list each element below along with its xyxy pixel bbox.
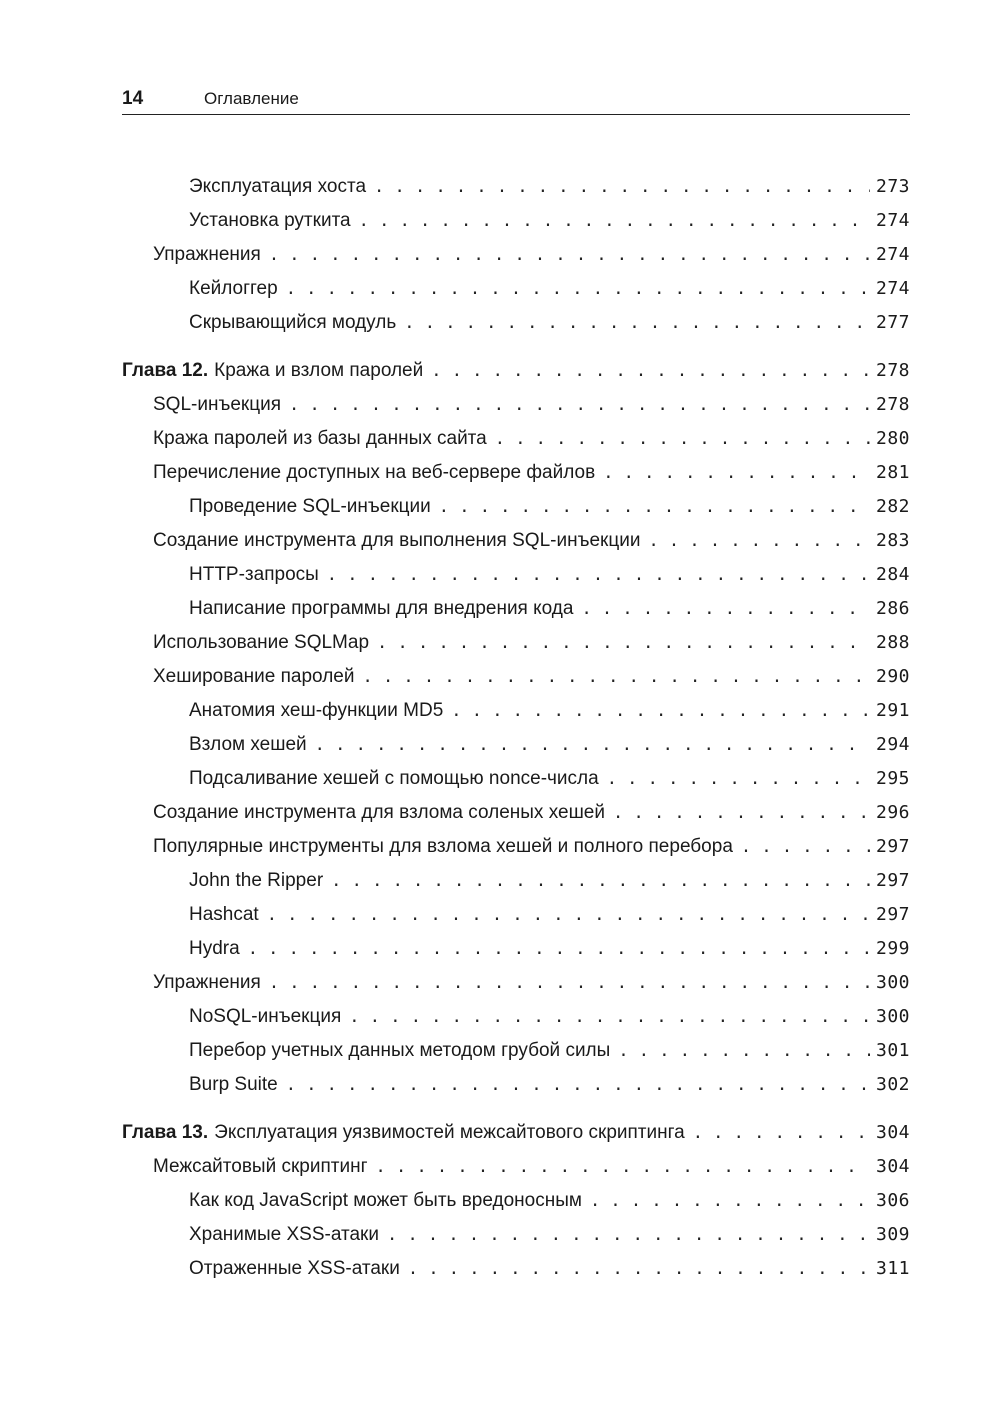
entry-page-ref: 281 [875, 462, 910, 483]
toc-entry [122, 932, 910, 966]
running-title: Оглавление [204, 89, 299, 108]
toc-entry [122, 1000, 910, 1034]
dot-leader [248, 932, 870, 966]
toc-entry [122, 830, 910, 864]
toc-entry [122, 1218, 910, 1252]
page-number: 14 [122, 88, 144, 109]
entry-title: Как код JavaScript может быть вредоносным [189, 1190, 582, 1211]
dot-leader [408, 1252, 870, 1286]
entry-page-ref: 309 [875, 1224, 910, 1245]
toc-entry [122, 306, 910, 340]
entry-title: Популярные инструменты для взлома хешей и полного перебора [153, 836, 733, 857]
entry-page-ref: 300 [875, 1006, 910, 1027]
entry-title: Скрывающийся модуль [189, 312, 397, 333]
entry-page-ref: 284 [875, 564, 910, 585]
entry-page-ref: 301 [875, 1040, 910, 1061]
toc-entry [122, 592, 910, 626]
entry-title: Хранимые XSS-атаки [189, 1224, 379, 1245]
dot-leader [439, 490, 870, 524]
toc-entry [122, 966, 910, 1000]
entry-title: Hashcat [189, 904, 259, 925]
dot-leader [267, 898, 870, 932]
toc-entry [122, 170, 910, 204]
dot-leader [387, 1218, 870, 1252]
entry-page-ref: 306 [875, 1190, 910, 1211]
entry-title: Анатомия хеш-функции MD5 [189, 700, 444, 721]
toc-entry [122, 524, 910, 558]
entry-title: Перебор учетных данных методом грубой силы [189, 1040, 611, 1061]
toc-entry [122, 388, 910, 422]
entry-page-ref: 273 [875, 176, 910, 197]
toc-entry [122, 762, 910, 796]
chapter-label: Глава 12. [122, 360, 209, 381]
entry-title: Перечисление доступных на веб-сервере файлов [153, 462, 596, 483]
dot-leader [362, 660, 870, 694]
entry-title: Кейлоггер [189, 278, 278, 299]
dot-leader [613, 796, 870, 830]
entry-page-ref: 294 [875, 734, 910, 755]
dot-leader [693, 1116, 870, 1150]
entry-title: John the Ripper [189, 870, 324, 891]
dot-leader [607, 762, 870, 796]
toc-entry [122, 204, 910, 238]
dot-leader [286, 1068, 870, 1102]
entry-page-ref: 311 [875, 1258, 910, 1279]
toc-entry [122, 796, 910, 830]
entry-page-ref: 286 [875, 598, 910, 619]
dot-leader [289, 388, 870, 422]
dot-leader [269, 966, 870, 1000]
dot-leader [431, 354, 870, 388]
entry-title: Написание программы для внедрения кода [189, 598, 574, 619]
entry-title: Кража паролей из базы данных сайта [153, 428, 487, 449]
entry-title: Hydra [189, 938, 240, 959]
entry-page-ref: 290 [875, 666, 910, 687]
entry-page-ref: 277 [875, 312, 910, 333]
toc-chapter-12 [122, 354, 910, 1102]
toc-entry [122, 1184, 910, 1218]
toc-entry [122, 272, 910, 306]
chapter-page-ref: 278 [875, 360, 910, 381]
dot-leader [741, 830, 870, 864]
entry-page-ref: 302 [875, 1074, 910, 1095]
entry-title: Создание инструмента для взлома соленых хешей [153, 802, 605, 823]
toc-entry [122, 422, 910, 456]
entry-page-ref: 274 [875, 210, 910, 231]
entry-title: Упражнения [153, 972, 261, 993]
entry-page-ref: 288 [875, 632, 910, 653]
entry-title: Взлом хешей [189, 734, 307, 755]
toc-entry [122, 694, 910, 728]
entry-page-ref: 300 [875, 972, 910, 993]
toc-entry [122, 626, 910, 660]
entry-page-ref: 274 [875, 278, 910, 299]
dot-leader [377, 626, 870, 660]
dot-leader [603, 456, 870, 490]
entry-page-ref: 283 [875, 530, 910, 551]
toc-entry [122, 1068, 910, 1102]
entry-title: Упражнения [153, 244, 261, 265]
toc-entry [122, 1150, 910, 1184]
dot-leader [451, 694, 870, 728]
toc-entry [122, 456, 910, 490]
entry-title: Установка руткита [189, 210, 351, 231]
toc-entry [122, 1034, 910, 1068]
entry-page-ref: 297 [875, 836, 910, 857]
entry-page-ref: 297 [875, 870, 910, 891]
toc-chapter-heading [122, 354, 910, 388]
chapter-page-ref: 304 [875, 1122, 910, 1143]
entry-page-ref: 282 [875, 496, 910, 517]
entry-page-ref: 296 [875, 802, 910, 823]
dot-leader [327, 558, 870, 592]
entry-page-ref: 274 [875, 244, 910, 265]
entry-title: Межсайтовый скриптинг [153, 1156, 368, 1177]
dot-leader [359, 204, 870, 238]
dot-leader [618, 1034, 870, 1068]
toc-chapter-13 [122, 1116, 910, 1286]
dot-leader [495, 422, 870, 456]
entry-title: Burp Suite [189, 1074, 278, 1095]
entry-title: Создание инструмента для выполнения SQL-инъекции [153, 530, 641, 551]
table-of-contents [122, 170, 910, 1286]
dot-leader [404, 306, 870, 340]
dot-leader [376, 1150, 870, 1184]
entry-page-ref: 278 [875, 394, 910, 415]
entry-title: HTTP-запросы [189, 564, 319, 585]
entry-title: Хеширование паролей [153, 666, 355, 687]
entry-title: Проведение SQL-инъекции [189, 496, 431, 517]
entry-page-ref: 295 [875, 768, 910, 789]
dot-leader [269, 238, 870, 272]
entry-title: Эксплуатация хоста [189, 176, 367, 197]
toc-entry [122, 864, 910, 898]
toc-chapter-heading [122, 1116, 910, 1150]
entry-title: NoSQL-инъекция [189, 1006, 342, 1027]
dot-leader [286, 272, 870, 306]
entry-title: Использование SQLMap [153, 632, 370, 653]
chapter-title: Кража и взлом паролей [214, 360, 424, 381]
toc-entry [122, 660, 910, 694]
entry-page-ref: 297 [875, 904, 910, 925]
dot-leader [581, 592, 870, 626]
chapter-label: Глава 13. [122, 1122, 209, 1143]
toc-continued-section [122, 170, 910, 340]
dot-leader [590, 1184, 870, 1218]
entry-title: Подсаливание хешей с помощью nonce-числа [189, 768, 599, 789]
toc-entry [122, 558, 910, 592]
toc-entry [122, 898, 910, 932]
toc-entry [122, 728, 910, 762]
toc-entry [122, 238, 910, 272]
dot-leader [331, 864, 870, 898]
entry-page-ref: 280 [875, 428, 910, 449]
entry-page-ref: 304 [875, 1156, 910, 1177]
dot-leader [648, 524, 870, 558]
entry-title: Отраженные XSS-атаки [189, 1258, 400, 1279]
toc-entry [122, 1252, 910, 1286]
dot-leader [374, 170, 870, 204]
running-header [122, 86, 910, 115]
toc-entry [122, 490, 910, 524]
entry-page-ref: 299 [875, 938, 910, 959]
entry-page-ref: 291 [875, 700, 910, 721]
dot-leader [315, 728, 870, 762]
dot-leader [349, 1000, 870, 1034]
entry-title: SQL-инъекция [153, 394, 281, 415]
chapter-title: Эксплуатация уязвимостей межсайтового скриптинга [214, 1122, 685, 1143]
